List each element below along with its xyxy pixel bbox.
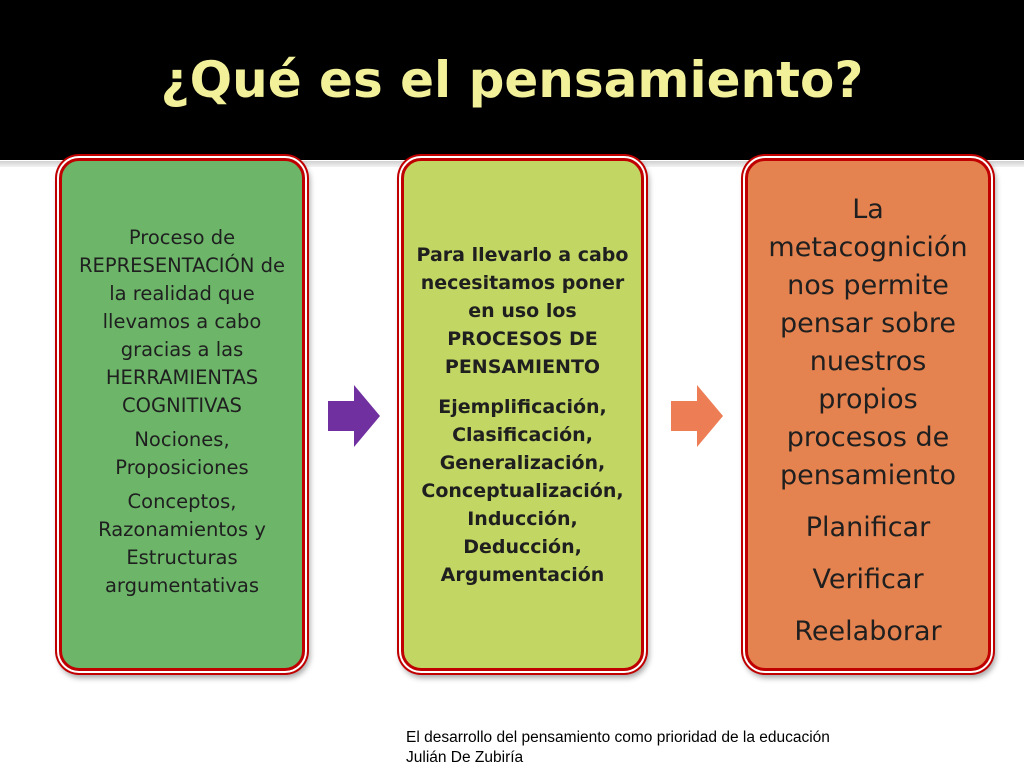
box-representation [59, 158, 305, 671]
right-arrow-icon [671, 385, 723, 447]
box-thinking-processes [401, 158, 644, 671]
box2-paragraph-2: Ejemplificación, Clasificación, Generalización, Conceptualización, Inducción, Deducción, Argumentación [421, 396, 624, 586]
box3-paragraph-4: Reelaborar [794, 616, 942, 647]
source-credit [406, 728, 830, 768]
slide-title: ¿Qué es el pensamiento? [160, 51, 864, 109]
right-arrow-icon [328, 385, 380, 447]
box3-paragraph-1: La metacognición nos permite pensar sobre nuestros propios procesos de pensamiento [768, 194, 968, 491]
box3-paragraph-3: Verificar [812, 564, 924, 595]
box3-paragraph-2: Planificar [805, 512, 931, 543]
box-metacognition [745, 158, 991, 671]
credit-line-1: El desarrollo del pensamiento como prioridad de la educación [406, 729, 830, 746]
credit-line-2: Julián De Zubiría [406, 749, 524, 766]
box1-paragraph-2: Nociones, Proposiciones [115, 427, 249, 479]
box1-paragraph-3: Conceptos, Razonamientos y Estructuras argumentativas [98, 489, 266, 597]
box2-paragraph-1: Para llevarlo a cabo necesitamos poner en uso los PROCESOS DE PENSAMIENTO [416, 244, 629, 378]
box1-paragraph-1: Proceso de REPRESENTACIÓN de la realidad que llevamos a cabo gracias a las HERRAMIENTAS COGNITIVAS [78, 225, 286, 417]
